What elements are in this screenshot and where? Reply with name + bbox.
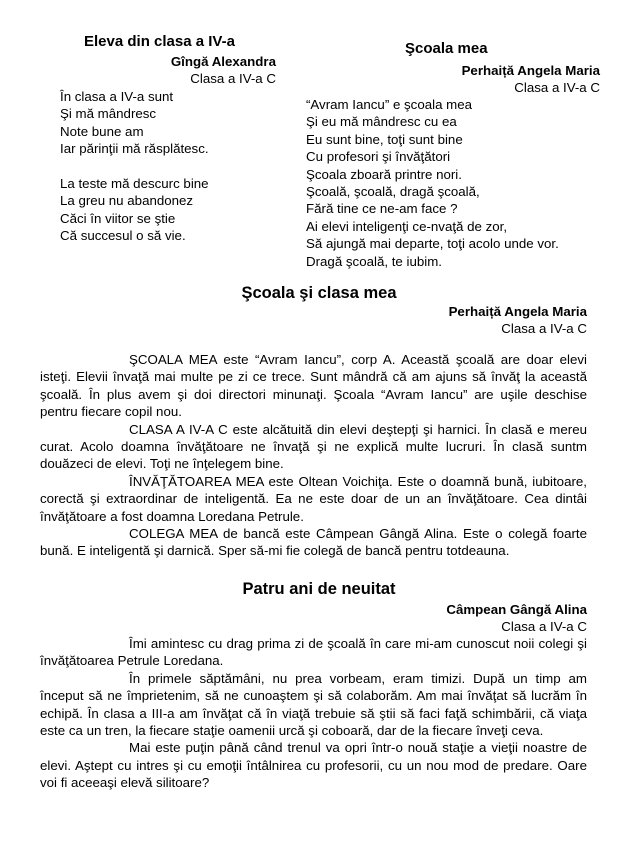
poem1-class: Clasa a IV-a C [190,71,276,86]
poem2-line: “Avram Iancu” e şcoala mea [306,97,473,112]
poem2-line: Şi eu mă mândresc cu ea [306,114,457,130]
poem2-line: Dragă şcoală, te iubim. [306,253,442,269]
poem2-line: Ai elevi inteligenţi ce-nvaţă de zor, [306,218,508,234]
poem2-class: Clasa a IV-a C [514,80,600,95]
article2-paragraph: Îmi amintesc cu drag prima zi de şcoală în care mi-am cunoscut noii colegi şi învăţătoarea Petrule Loredana. [40,636,587,669]
poem2-body [306,96,559,270]
stanza-gap [60,158,209,175]
poem1-line: La teste mă descurc bine [60,176,209,192]
poem2-line: Şcoală, şcoală, dragă şcoală, [306,184,480,200]
poem1-body [60,88,209,245]
article1-paragraph: COLEGA MEA de bancă este Câmpean Gângă Alina. Este o colegă foarte bună. E inteligentă şi darnică. Sper să-mi fie colegă de bancă pentru totdeauna. [40,526,587,559]
article1-class: Clasa a IV-a C [501,321,587,336]
article2-title: Patru ani de neuitat [242,580,396,598]
poem2-line: Fără tine ce ne-am face ? [306,201,458,217]
poem1-line: Iar părinţii mă răsplătesc. [60,141,209,157]
poem1-author: Gîngă Alexandra [170,54,276,69]
poem1-line: La greu nu abandonez [60,193,194,209]
article1-paragraph: ÎNVĂŢĂTOAREA MEA este Oltean Voichiţa. Este o doamnă bună, iubitoare, corectă şi extraordinar de inteligentă. Ea ne este doar de un an învăţătoare. Cea dintâi învăţătoare a fost doamna Loredana Petrule. [40,473,587,524]
poem1-line: În clasa a IV-a sunt [60,89,174,104]
poem2-author: Perhaiță Angela Maria [461,63,600,78]
article1-author: Perhaiță Angela Maria [448,304,587,319]
poem2-line: Cu profesori şi învăţători [306,149,451,165]
poem1-line: Că succesul o să vie. [60,228,186,244]
article2-class: Clasa a IV-a C [501,619,587,634]
poem2-line: Să ajungă mai departe, toţi acolo unde vor. [306,236,559,252]
poem1-title: Eleva din clasa a IV-a [84,33,235,50]
article2-author: Câmpean Gângă Alina [446,602,587,617]
article2-body [40,635,587,792]
article2-paragraph: Mai este puţin până când trenul va opri într-o nouă staţie a vieţii noastre de elevi. Aştept cu intres şi cu emoţii întâlnirea cu profesorii, cu un nou mod de predare. Oare voi fi aceeaşi elevă silitoare? [40,740,587,791]
article1-title: Şcoala şi clasa mea [241,284,397,302]
article1-paragraph: ŞCOALA MEA este “Avram Iancu”, corp A. Această şcoală are doar elevi isteţi. Elevii învaţă mai multe pe zi ce trece. Sunt mândră că am ajuns să învăţ la această şcoală. În plus avem şi doi directori minunaţi. Şcoala “Avram Iancu” are uşile deschise pentru fiecare copil nou. [40,352,587,420]
poem2-line: Eu sunt bine, toţi sunt bine [306,131,463,147]
poem1-line: Căci în viitor se ştie [60,210,176,226]
article1-paragraph: CLASA A IV-A C este alcătuită din elevi deştepţi şi harnici. În clasă e mereu curat. Acolo doamna învăţătoare ne învaţă şi ne explică multe lucruri. În clasă suntm douăzeci de elevi. Toţi ne înţelegem bine. [40,421,587,472]
poem2-title: Şcoala mea [405,40,488,57]
poem2-line: Şcoala zboară printre nori. [306,166,462,182]
article2-paragraph: În primele săptămâni, nu prea vorbeam, eram timizi. După un timp am început să ne împrietenim, să ne cunoaştem şi să colaborăm. Am mai învăţat să lucrăm în echipă. În clasa a III-a am învăţat că în viaţă trebuie să ştii să faci faţă schimbării, că viaţa este ca un tren, la fiecare staţie oamenii urcă şi coboară, dar de la fiecare înveţi ceva. [40,670,587,739]
article1-body [40,351,587,560]
poem1-line: Şi mă mândresc [60,106,157,122]
poem1-line: Note bune am [60,123,144,139]
